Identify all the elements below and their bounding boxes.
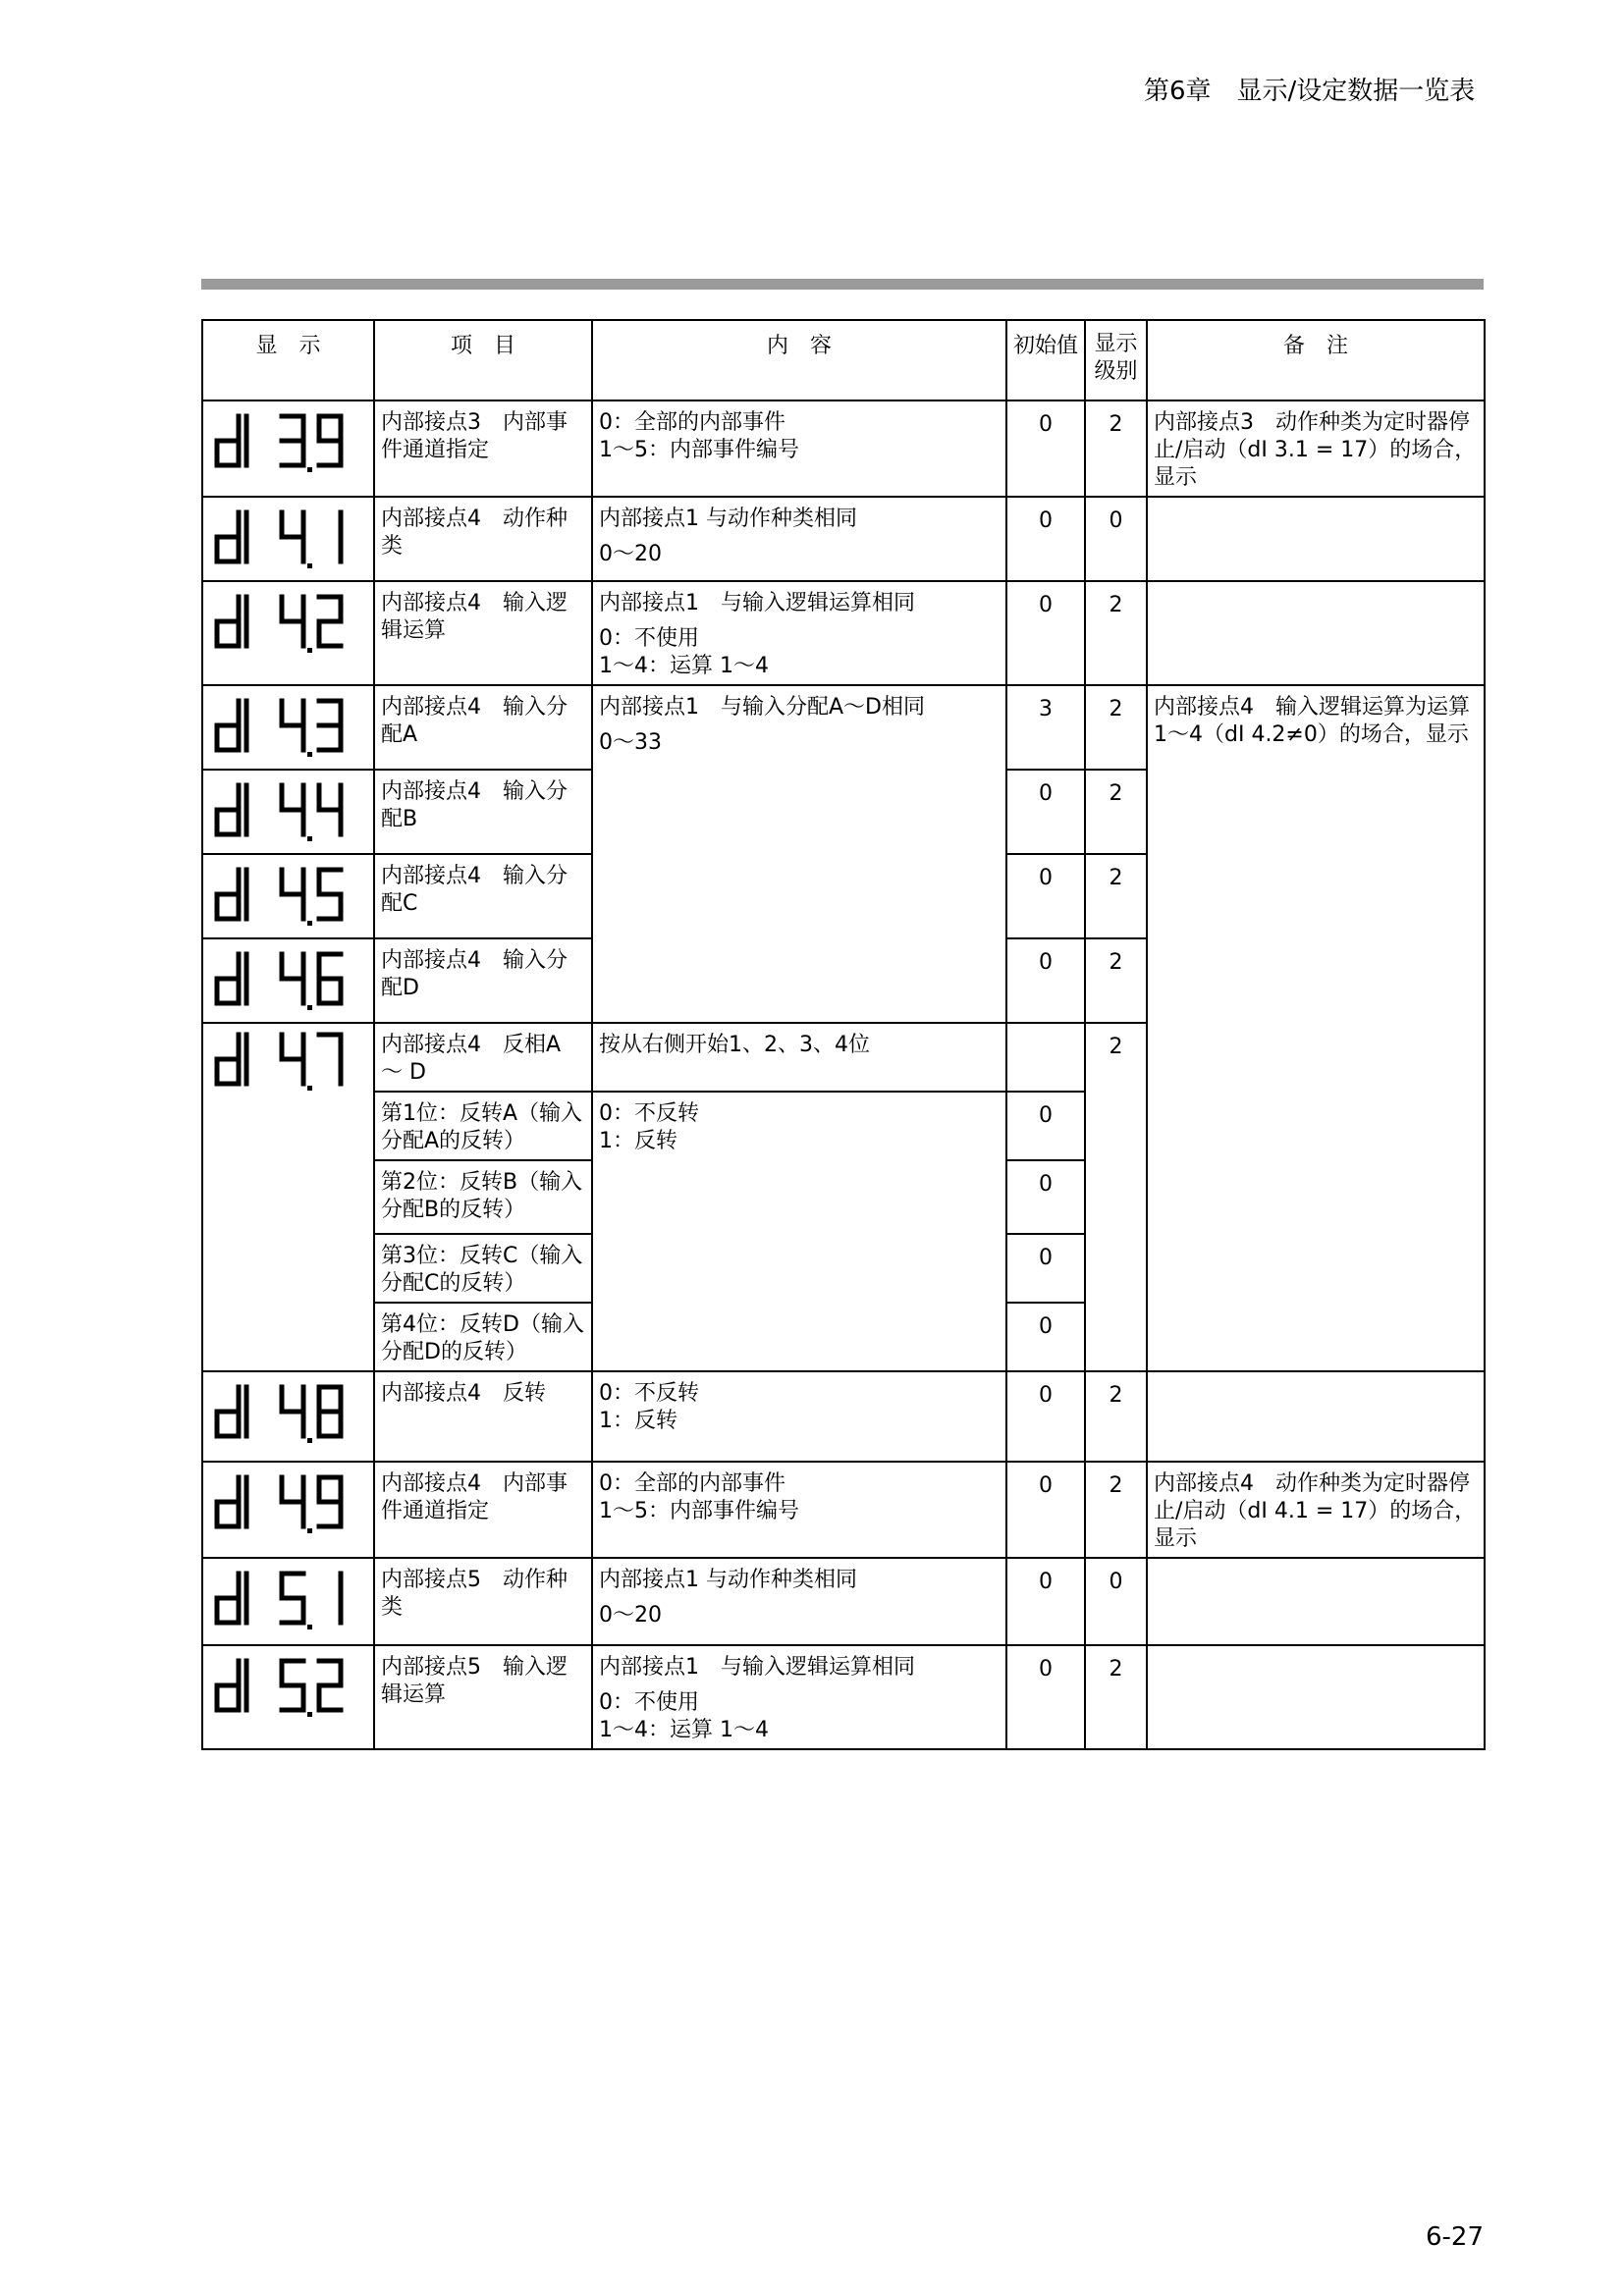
table-row xyxy=(202,1645,1485,1749)
table-row xyxy=(202,685,1485,770)
col-header-content: 内 容 xyxy=(592,320,1006,400)
content-cell: 0：全部的内部事件 1～5：内部事件编号 xyxy=(592,1462,1006,1558)
display-cell xyxy=(202,1462,374,1558)
initial-value-cell: 0 xyxy=(1006,1645,1085,1749)
display-level-cell: 2 xyxy=(1085,1462,1147,1558)
content-cell: 内部接点1 与输入分配A～D相同 0～33 xyxy=(592,685,1006,1023)
display-cell xyxy=(202,938,374,1023)
display-level-cell: 2 xyxy=(1085,581,1147,685)
decimal-point xyxy=(307,1712,312,1717)
col-header-initial: 初始值 xyxy=(1006,320,1085,400)
content-cell: 内部接点1 与输入逻辑运算相同 0：不使用 1～4：运算 1～4 xyxy=(592,581,1006,685)
table-row xyxy=(202,400,1485,497)
content-cell: 按从右侧开始1、2、3、4位 xyxy=(592,1023,1006,1092)
col-header-display: 显 示 xyxy=(202,320,374,400)
display-cell xyxy=(202,497,374,581)
display-level-cell: 2 xyxy=(1085,685,1147,770)
display-level-cell: 2 xyxy=(1085,400,1147,497)
display-cell xyxy=(202,1558,374,1645)
item-cell: 内部接点4 输入逻辑运算 xyxy=(374,581,592,685)
content-cell: 0：不反转 1：反转 xyxy=(592,1092,1006,1371)
initial-value-cell: 0 xyxy=(1006,581,1085,685)
decimal-point xyxy=(307,563,312,568)
decimal-point xyxy=(307,1005,312,1010)
display-cell xyxy=(202,685,374,770)
display-level-cell: 2 xyxy=(1085,854,1147,938)
content-cell: 内部接点1 与动作种类相同 0～20 xyxy=(592,1558,1006,1645)
note-cell xyxy=(1147,1645,1485,1749)
item-cell: 第1位：反转A（输入分配A的反转） xyxy=(374,1092,592,1160)
col-header-item: 项 目 xyxy=(374,320,592,400)
table-header-row xyxy=(202,320,1485,400)
item-cell: 内部接点4 动作种类 xyxy=(374,497,592,581)
decimal-point xyxy=(307,752,312,757)
item-cell: 内部接点4 输入分配B xyxy=(374,770,592,854)
display-cell xyxy=(202,400,374,497)
initial-value-cell: 3 xyxy=(1006,685,1085,770)
seven-segment-display xyxy=(213,1383,351,1444)
decimal-point xyxy=(307,648,312,653)
display-level-cell: 2 xyxy=(1085,770,1147,854)
initial-value-cell: 0 xyxy=(1006,1234,1085,1303)
decimal-point xyxy=(307,467,312,472)
seven-segment-display xyxy=(213,1657,351,1718)
initial-value-cell: 0 xyxy=(1006,1558,1085,1645)
seven-segment-display xyxy=(213,866,351,927)
display-cell xyxy=(202,1645,374,1749)
display-cell xyxy=(202,770,374,854)
item-cell: 第4位：反转D（输入分配D的反转） xyxy=(374,1303,592,1371)
content-cell: 0：不反转 1：反转 xyxy=(592,1371,1006,1462)
content-cell: 0：全部的内部事件 1～5：内部事件编号 xyxy=(592,400,1006,497)
note-cell xyxy=(1147,1371,1485,1462)
decimal-point xyxy=(307,836,312,841)
note-cell: 内部接点4 动作种类为定时器停止/启动（dI 4.1 = 17）的场合，显示 xyxy=(1147,1462,1485,1558)
table-row xyxy=(202,1462,1485,1558)
item-cell: 内部接点4 内部事件通道指定 xyxy=(374,1462,592,1558)
item-cell: 内部接点4 输入分配C xyxy=(374,854,592,938)
display-cell xyxy=(202,1371,374,1462)
initial-value-cell: 0 xyxy=(1006,1160,1085,1234)
section-rule xyxy=(201,279,1484,290)
display-cell xyxy=(202,1023,374,1371)
table-row xyxy=(202,1558,1485,1645)
display-cell xyxy=(202,581,374,685)
note-cell: 内部接点4 输入逻辑运算为运算 1～4（dI 4.2≠0）的场合，显示 xyxy=(1147,685,1485,1371)
item-cell: 第2位：反转B（输入分配B的反转） xyxy=(374,1160,592,1234)
display-level-cell: 0 xyxy=(1085,1558,1147,1645)
initial-value-cell: 0 xyxy=(1006,1092,1085,1160)
display-cell xyxy=(202,854,374,938)
chapter-header: 第6章 显示/设定数据一览表 xyxy=(1144,77,1476,106)
display-level-cell: 0 xyxy=(1085,497,1147,581)
decimal-point xyxy=(307,1625,312,1629)
seven-segment-display xyxy=(213,593,351,654)
initial-value-cell: 0 xyxy=(1006,1462,1085,1558)
display-level-cell: 2 xyxy=(1085,1371,1147,1462)
item-cell: 内部接点5 输入逻辑运算 xyxy=(374,1645,592,1749)
item-cell: 内部接点5 动作种类 xyxy=(374,1558,592,1645)
decimal-point xyxy=(307,1528,312,1533)
initial-value-cell xyxy=(1006,1023,1085,1092)
note-cell xyxy=(1147,497,1485,581)
seven-segment-display xyxy=(213,781,351,842)
seven-segment-display xyxy=(213,1570,351,1630)
initial-value-cell: 0 xyxy=(1006,770,1085,854)
table-row xyxy=(202,581,1485,685)
initial-value-cell: 0 xyxy=(1006,854,1085,938)
display-level-cell: 2 xyxy=(1085,938,1147,1023)
table-row xyxy=(202,1371,1485,1462)
col-header-level: 显示级别 xyxy=(1085,320,1147,400)
seven-segment-display xyxy=(213,950,351,1011)
item-cell: 第3位：反转C（输入分配C的反转） xyxy=(374,1234,592,1303)
page-number: 6-27 xyxy=(1426,2222,1485,2252)
display-level-cell: 2 xyxy=(1085,1023,1147,1371)
content-cell: 内部接点1 与动作种类相同 0～20 xyxy=(592,497,1006,581)
seven-segment-display xyxy=(213,697,351,758)
item-cell: 内部接点4 反相A ～ D xyxy=(374,1023,592,1092)
initial-value-cell: 0 xyxy=(1006,1303,1085,1371)
initial-value-cell: 0 xyxy=(1006,1371,1085,1462)
initial-value-cell: 0 xyxy=(1006,497,1085,581)
seven-segment-display xyxy=(213,1473,351,1534)
seven-segment-display xyxy=(213,412,351,473)
parameter-table xyxy=(201,319,1486,1750)
table-row xyxy=(202,497,1485,581)
item-cell: 内部接点3 内部事件通道指定 xyxy=(374,400,592,497)
decimal-point xyxy=(307,1438,312,1443)
initial-value-cell: 0 xyxy=(1006,400,1085,497)
note-cell xyxy=(1147,1558,1485,1645)
item-cell: 内部接点4 反转 xyxy=(374,1371,592,1462)
seven-segment-display xyxy=(213,508,351,569)
content-cell: 内部接点1 与输入逻辑运算相同 0：不使用 1～4：运算 1～4 xyxy=(592,1645,1006,1749)
decimal-point xyxy=(307,921,312,926)
decimal-point xyxy=(307,1086,312,1091)
item-cell: 内部接点4 输入分配D xyxy=(374,938,592,1023)
initial-value-cell: 0 xyxy=(1006,938,1085,1023)
col-header-note: 备 注 xyxy=(1147,320,1485,400)
note-cell xyxy=(1147,581,1485,685)
item-cell: 内部接点4 输入分配A xyxy=(374,685,592,770)
display-level-cell: 2 xyxy=(1085,1645,1147,1749)
seven-segment-display xyxy=(213,1031,351,1092)
note-cell: 内部接点3 动作种类为定时器停止/启动（dI 3.1 = 17）的场合，显示 xyxy=(1147,400,1485,497)
